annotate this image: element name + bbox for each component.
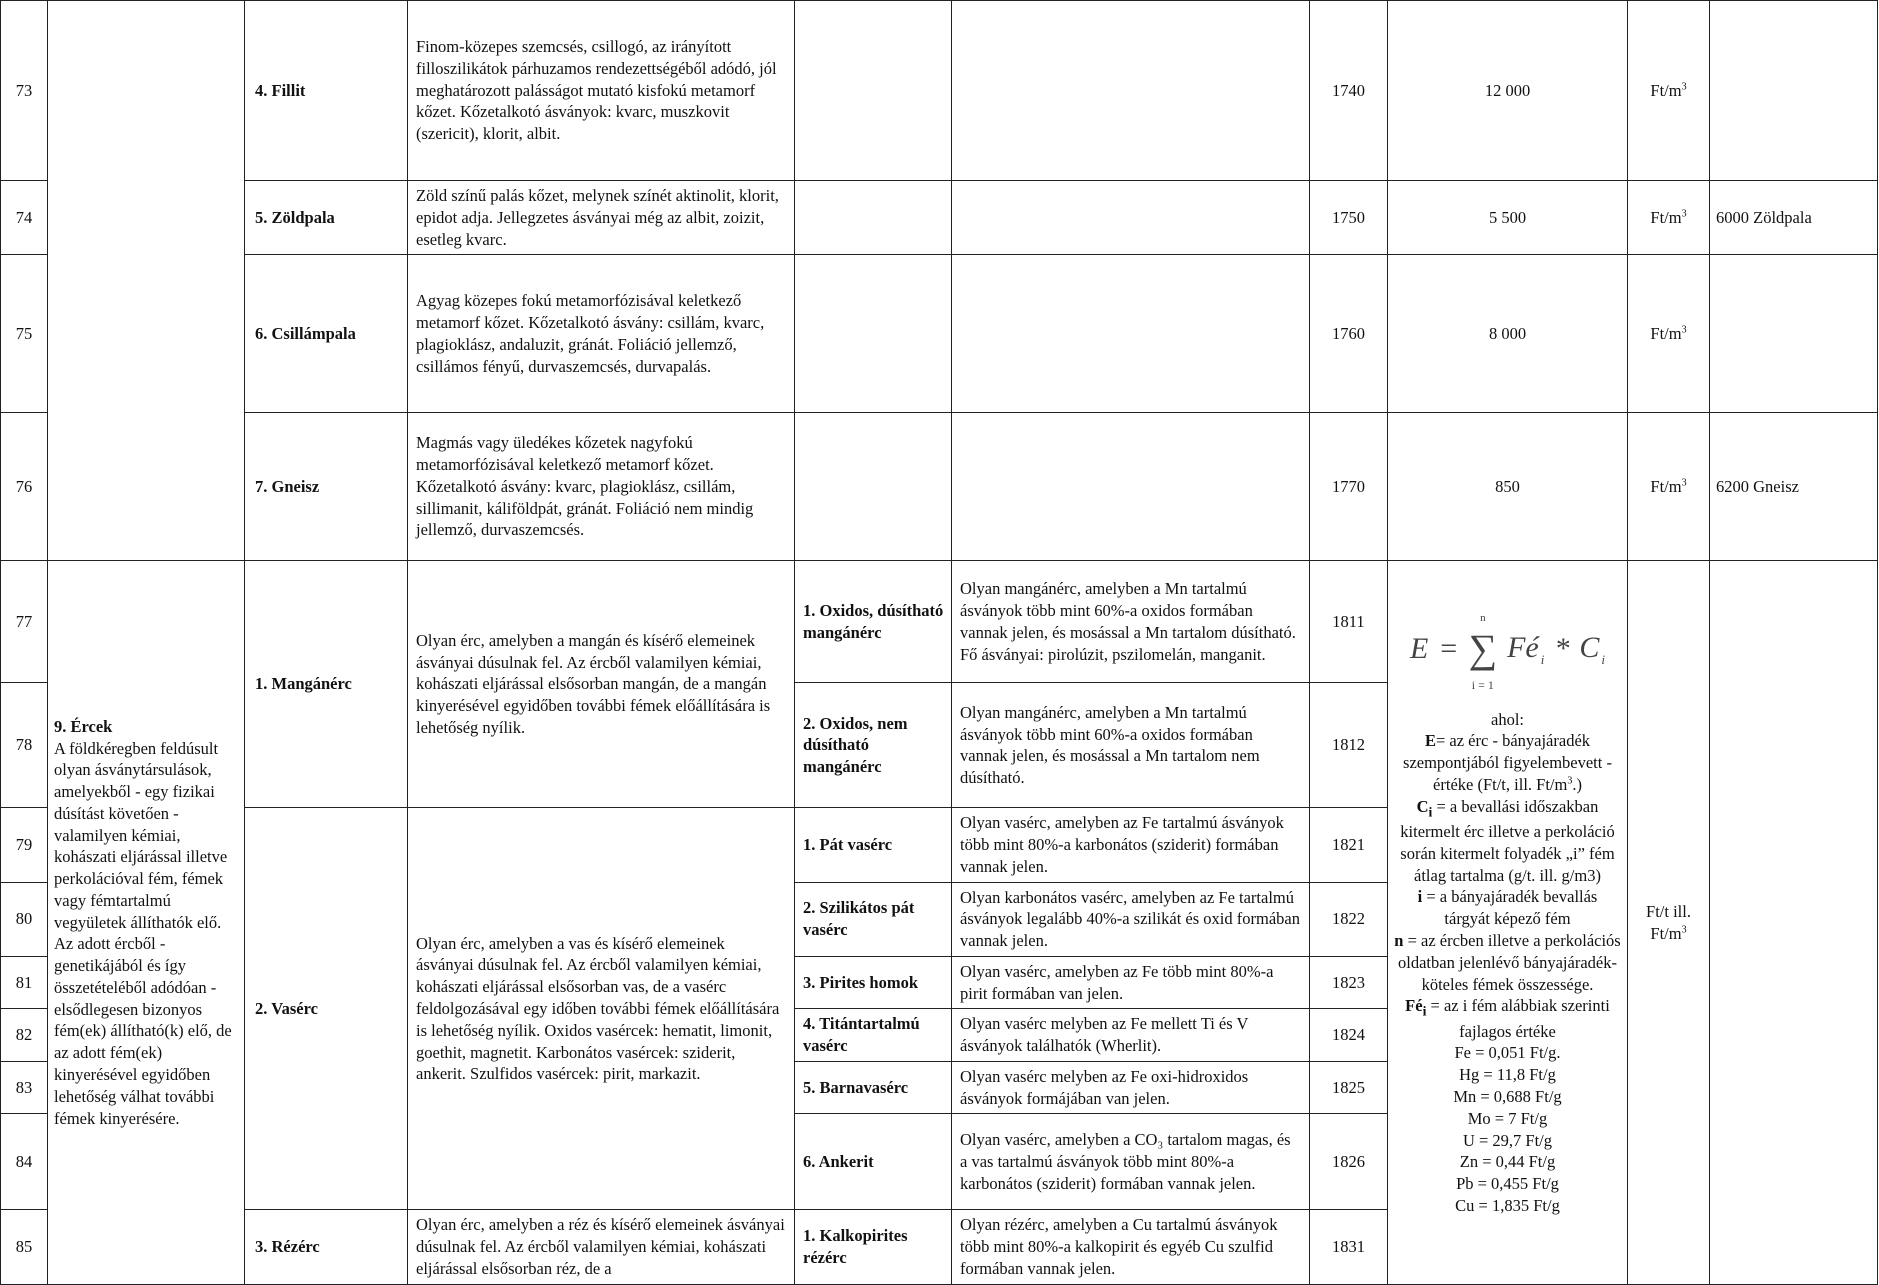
ore-subtype-description: Olyan mangánérc, amelyben a Mn tartalmú ásványok több mint 60%-a oxidos formában vannak jelen, és mosással a Mn tartalom dúsítható. Fő ásványai: pirolúzit, pszilomelán, manganit. bbox=[952, 561, 1310, 683]
empty-cell bbox=[952, 181, 1310, 255]
ore-subtype-name: 5. Barnavasérc bbox=[795, 1061, 952, 1114]
code-cell: 1811 bbox=[1310, 561, 1388, 683]
row-number: 77 bbox=[1, 561, 48, 683]
ore-subtype-description: Olyan mangánérc, amelyben a Mn tartalmú ásványok több mint 60%-a oxidos formában vannak jelen, és mosással a Mn tartalom nem dúsítható. bbox=[952, 683, 1310, 808]
ore-group-name: 3. Rézérc bbox=[245, 1210, 408, 1284]
metal-value: Pb = 0,455 Ft/g bbox=[1456, 1174, 1559, 1194]
row-number: 74 bbox=[1, 181, 48, 255]
note-cell: 6000 Zöldpala bbox=[1710, 181, 1878, 255]
ore-subtype-description: Olyan vasérc melyben az Fe mellett Ti és V ásványok találhatók (Wherlit). bbox=[952, 1009, 1310, 1062]
ore-subtype-description: Olyan vasérc melyben az Fe oxi-hidroxidos ásványok formájában van jelen. bbox=[952, 1061, 1310, 1114]
formula-star: * bbox=[1554, 631, 1570, 665]
note-cell bbox=[1710, 255, 1878, 413]
unit-cell: $Ft/m^3$ bbox=[1628, 413, 1710, 561]
note-cell: 6200 Gneisz bbox=[1710, 413, 1878, 561]
rock-description: Zöld színű palás kőzet, melynek színét aktinolit, klorit, epidot adja. Jellegzetes ásványai még az albit, zoizit, esetleg kvarc. bbox=[408, 181, 795, 255]
code-cell: 1821 bbox=[1310, 808, 1388, 882]
ore-subtype-description: Olyan vasérc, amelyben a CO₃ tartalom magas, és a vas tartalmú ásványok több mint 80%-a karbonátos (sziderit) formában vannak jelen. bbox=[952, 1114, 1310, 1210]
category-cell bbox=[48, 561, 245, 1284]
formula-equals: = bbox=[1438, 631, 1459, 665]
empty-cell bbox=[952, 1, 1310, 181]
row-number: 83 bbox=[1, 1061, 48, 1114]
ore-unit-cell: Ft/t ill. $Ft/m^3$ bbox=[1628, 561, 1710, 1284]
valuation-formula bbox=[1394, 611, 1621, 692]
unit-cell: $Ft/m^3$ bbox=[1628, 1, 1710, 181]
ore-subtype-description: Olyan vasérc, amelyben az Fe több mint 80%-a pirit formában van jelen. bbox=[952, 956, 1310, 1009]
ore-subtype-name: 1. Oxidos, dúsítható mangánérc bbox=[795, 561, 952, 683]
code-cell: 1812 bbox=[1310, 683, 1388, 808]
ore-group-description: Olyan érc, amelyben a réz és kísérő elemeinek ásványai dúsulnak fel. Az ércből valamilyen kémiai, kohászati eljárással elsősorban réz, de a bbox=[408, 1210, 795, 1284]
legend-ahol: ahol: bbox=[1491, 709, 1524, 729]
unit-cell: $Ft/m^3$ bbox=[1628, 255, 1710, 413]
ore-subtype-name: 1. Kalkopirites rézérc bbox=[795, 1210, 952, 1284]
code-cell: 1826 bbox=[1310, 1114, 1388, 1210]
code-cell: 1831 bbox=[1310, 1210, 1388, 1284]
sum-symbol: ∑ n i = 1 bbox=[1468, 611, 1498, 692]
rock-name: 7. Gneisz bbox=[245, 413, 408, 561]
price-cell: 12 000 bbox=[1388, 1, 1628, 181]
category-description: A földkéregben feldúsult olyan ásványtársulások, amelyekből - egy fizikai dúsítást követően - valamilyen kémiai, kohászati eljárással illetve perkolációval fém, fémek vagy fémtartalmú vegyületek állíthatók elő. Az adott ércből - genetikájából és így összetételéből adódóan - elsődlegesen bizonyos fém(ek) állítható(k) elő, de az adott fém(ek) kinyerésével egyidőben lehetőség válhat további fémek kinyerésére. bbox=[54, 738, 232, 1128]
category-title: 9. Ércek bbox=[54, 716, 113, 736]
metal-value: Mo = 7 Ft/g bbox=[1467, 1108, 1548, 1128]
empty-cell bbox=[795, 1, 952, 181]
formula-c: C $_i$ bbox=[1579, 631, 1605, 668]
code-cell: 1770 bbox=[1310, 413, 1388, 561]
note-cell bbox=[1710, 1, 1878, 181]
empty-cell bbox=[795, 413, 952, 561]
empty-cell bbox=[795, 255, 952, 413]
ore-subtype-name: 2. Szilikátos pát vasérc bbox=[795, 882, 952, 956]
metal-value: Hg = 11,8 Ft/g bbox=[1459, 1065, 1556, 1085]
sum-upper: n bbox=[1480, 611, 1486, 624]
ore-group-name: 2. Vasérc bbox=[245, 808, 408, 1210]
ore-subtype-name: 6. Ankerit bbox=[795, 1114, 952, 1210]
formula-lhs: E bbox=[1410, 631, 1429, 665]
rock-description: Agyag közepes fokú metamorfózisával keletkező metamorf kőzet. Kőzetalkotó ásvány: csillám, kvarc, plagioklász, andaluzit, gránát. Foliáció jellemző, csillámos fényű, durvaszemcsés, durvapalás. bbox=[408, 255, 795, 413]
metal-value: Fe = 0,051 Ft/g. bbox=[1454, 1043, 1561, 1063]
metal-value: U = 29,7 Ft/g bbox=[1462, 1130, 1553, 1150]
row-number: 85 bbox=[1, 1210, 48, 1284]
code-cell: 1825 bbox=[1310, 1061, 1388, 1114]
code-cell: 1822 bbox=[1310, 882, 1388, 956]
legend-e: E= az érc - bányajáradék szempontjából figyelembevett - értéke (Ft/t, ill. $Ft/m^3$.) bbox=[1403, 731, 1612, 794]
row-number: 81 bbox=[1, 956, 48, 1009]
formula-cell bbox=[1388, 561, 1628, 1284]
code-cell: 1760 bbox=[1310, 255, 1388, 413]
ore-group-description: Olyan érc, amelyben a vas és kísérő elemeinek ásványai dúsulnak fel. Az ércből valamilyen kémiai, kohászati eljárással elsősorban vas, de a vasérc feldolgozásával egy időben további fémek előállítására is lehetőség nyílik. Oxidos vasércek: hematit, limonit, goethit, magnetit. Karbonátos vasércek: sziderit, ankerit. Szulfidos vasércek: pirit, markazit. bbox=[408, 808, 795, 1210]
legend-n: n = az ércben illetve a perkolációs oldatban jelenlévő bányajáradék-köteles fémek összessége. bbox=[1394, 930, 1621, 994]
empty-cell bbox=[795, 181, 952, 255]
rock-description: Magmás vagy üledékes kőzetek nagyfokú metamorfózisával keletkező metamorf kőzet. Kőzetalkotó ásvány: kvarc, plagioklász, csillám, sillimanit, káliföldpát, gránát. Foliáció nem mindig jellemző, durvaszemcsés. bbox=[408, 413, 795, 561]
ore-subtype-description: Olyan karbonátos vasérc, amelyben az Fe tartalmú ásványok legalább 40%-a szilikát és oxid formában vannak jelen. bbox=[952, 882, 1310, 956]
row-number: 79 bbox=[1, 808, 48, 882]
empty-cell bbox=[1710, 561, 1878, 1284]
row-number: 84 bbox=[1, 1114, 48, 1210]
empty-category-cell bbox=[48, 1, 245, 561]
code-cell: 1824 bbox=[1310, 1009, 1388, 1062]
ore-subtype-name: 2. Oxidos, nem dúsítható mangánérc bbox=[795, 683, 952, 808]
table-row bbox=[1, 1, 1878, 181]
row-number: 80 bbox=[1, 882, 48, 956]
code-cell: 1823 bbox=[1310, 956, 1388, 1009]
table-row bbox=[1, 255, 1878, 413]
code-cell: 1740 bbox=[1310, 1, 1388, 181]
row-number: 78 bbox=[1, 683, 48, 808]
legend-c: $C_i = a$ bevallási időszakban kitermelt érc illetve a perkoláció során kitermelt folyadék „i” fém átlag tartalma (g/t. ill. g/m3) bbox=[1400, 796, 1615, 885]
empty-cell bbox=[952, 413, 1310, 561]
row-number: 82 bbox=[1, 1009, 48, 1062]
ore-subtype-name: 1. Pát vasérc bbox=[795, 808, 952, 882]
empty-cell bbox=[952, 255, 1310, 413]
sum-lower: i = 1 bbox=[1471, 677, 1494, 692]
metal-value: Zn = 0,44 Ft/g bbox=[1459, 1152, 1556, 1172]
formula-legend bbox=[1394, 709, 1621, 1217]
table-row bbox=[1, 413, 1878, 561]
row-number: 75 bbox=[1, 255, 48, 413]
ore-group-description: Olyan érc, amelyben a mangán és kísérő elemeinek ásványai dúsulnak fel. Az ércből valamilyen kémiai, kohászati eljárással elsősorban mangán, de a mangán kinyerésével egyidőben további fémek előállítására is lehetőség nyílik. bbox=[408, 561, 795, 808]
code-cell: 1750 bbox=[1310, 181, 1388, 255]
table-row bbox=[1, 181, 1878, 255]
rock-description: Finom-közepes szemcsés, csillogó, az irányított filloszilikátok párhuzamos rendezettségéből adódó, jól meghatározott palásságot mutató kisfokú metamorf kőzet. Kőzetalkotó ásványok: kvarc, muszkovit (szericit), klorit, albit. bbox=[408, 1, 795, 181]
price-cell: 8 000 bbox=[1388, 255, 1628, 413]
ore-group-name: 1. Mangánérc bbox=[245, 561, 408, 808]
legend-i: i = a bányajáradék bevallás tárgyát képező fém bbox=[1417, 887, 1598, 929]
ore-subtype-name: 3. Pirites homok bbox=[795, 956, 952, 1009]
rock-name: 4. Fillit bbox=[245, 1, 408, 181]
row-number: 76 bbox=[1, 413, 48, 561]
unit-cell: $Ft/m^3$ bbox=[1628, 181, 1710, 255]
row-number: 73 bbox=[1, 1, 48, 181]
price-cell: 850 bbox=[1388, 413, 1628, 561]
ore-subtype-description: Olyan vasérc, amelyben az Fe tartalmú ásványok több mint 80%-a karbonátos (sziderit) formában vannak jelen. bbox=[952, 808, 1310, 882]
price-cell: 5 500 bbox=[1388, 181, 1628, 255]
rock-name: 6. Csillámpala bbox=[245, 255, 408, 413]
ore-subtype-name: 4. Titántartalmú vasérc bbox=[795, 1009, 952, 1062]
ore-subtype-description: Olyan rézérc, amelyben a Cu tartalmú ásványok több mint 80%-a kalkopirit és egyéb Cu szulfid formában vannak jelen. bbox=[952, 1210, 1310, 1284]
rock-name: 5. Zöldpala bbox=[245, 181, 408, 255]
metal-value: Mn = 0,688 Ft/g bbox=[1453, 1087, 1562, 1106]
formula-fe: Fé $_i$ bbox=[1507, 631, 1545, 668]
legend-fe: $Fé_i$ = az i fém alábbiak szerinti fajlagos értéke bbox=[1405, 996, 1610, 1041]
metal-value: Cu = 1,835 Ft/g bbox=[1455, 1195, 1560, 1215]
table-row bbox=[1, 561, 1878, 683]
